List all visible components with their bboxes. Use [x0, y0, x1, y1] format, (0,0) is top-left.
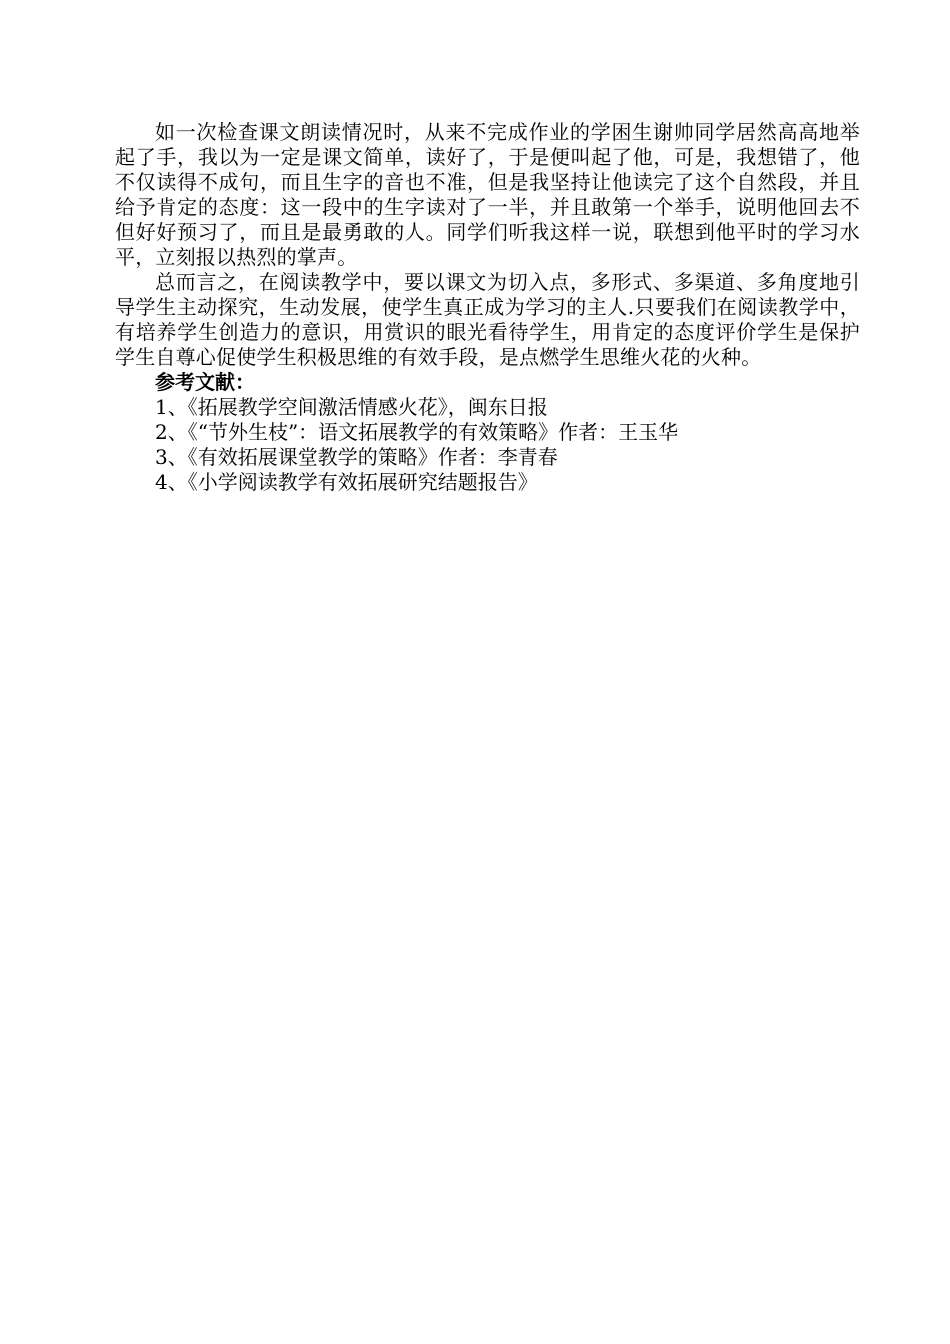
reference-item: 1、《拓展教学空间激活情感火花》，闽东日报: [155, 395, 548, 419]
paragraph-conclusion: 总而言之，在阅读教学中，要以课文为切入点，多形式、多渠道、多角度地引导学生主动探究，生动发展，使学生真正成为学习的主人.只要我们在阅读教学中，有培养学生创造力的意识，用赏识的眼光看待学生，用肯定的态度评价学生是保护学生自尊心促使学生积极思维的有效手段，是点燃学生思维火花的火种。: [115, 270, 860, 369]
references-list: [115, 395, 860, 495]
references-heading: 参考文献：: [155, 370, 255, 394]
reference-item: 3、《有效拓展课堂教学的策略》作者：李青春: [155, 445, 558, 469]
document-body: [115, 120, 860, 495]
reference-item: 2、《“节外生枝”：语文拓展教学的有效策略》作者：王玉华: [155, 420, 679, 444]
paragraph-example: 如一次检查课文朗读情况时，从来不完成作业的学困生谢帅同学居然高高地举起了手，我以为一定是课文简单，读好了，于是便叫起了他，可是，我想错了，他不仅读得不成句，而且生字的音也不准，但是我坚持让他读完了这个自然段，并且给予肯定的态度：这一段中的生字读对了一半，并且敢第一个举手，说明他回去不但好好预习了，而且是最勇敢的人。同学们听我这样一说，联想到他平时的学习水平，立刻报以热烈的掌声。: [115, 120, 860, 269]
reference-item: 4、《小学阅读教学有效拓展研究结题报告》: [155, 470, 538, 494]
